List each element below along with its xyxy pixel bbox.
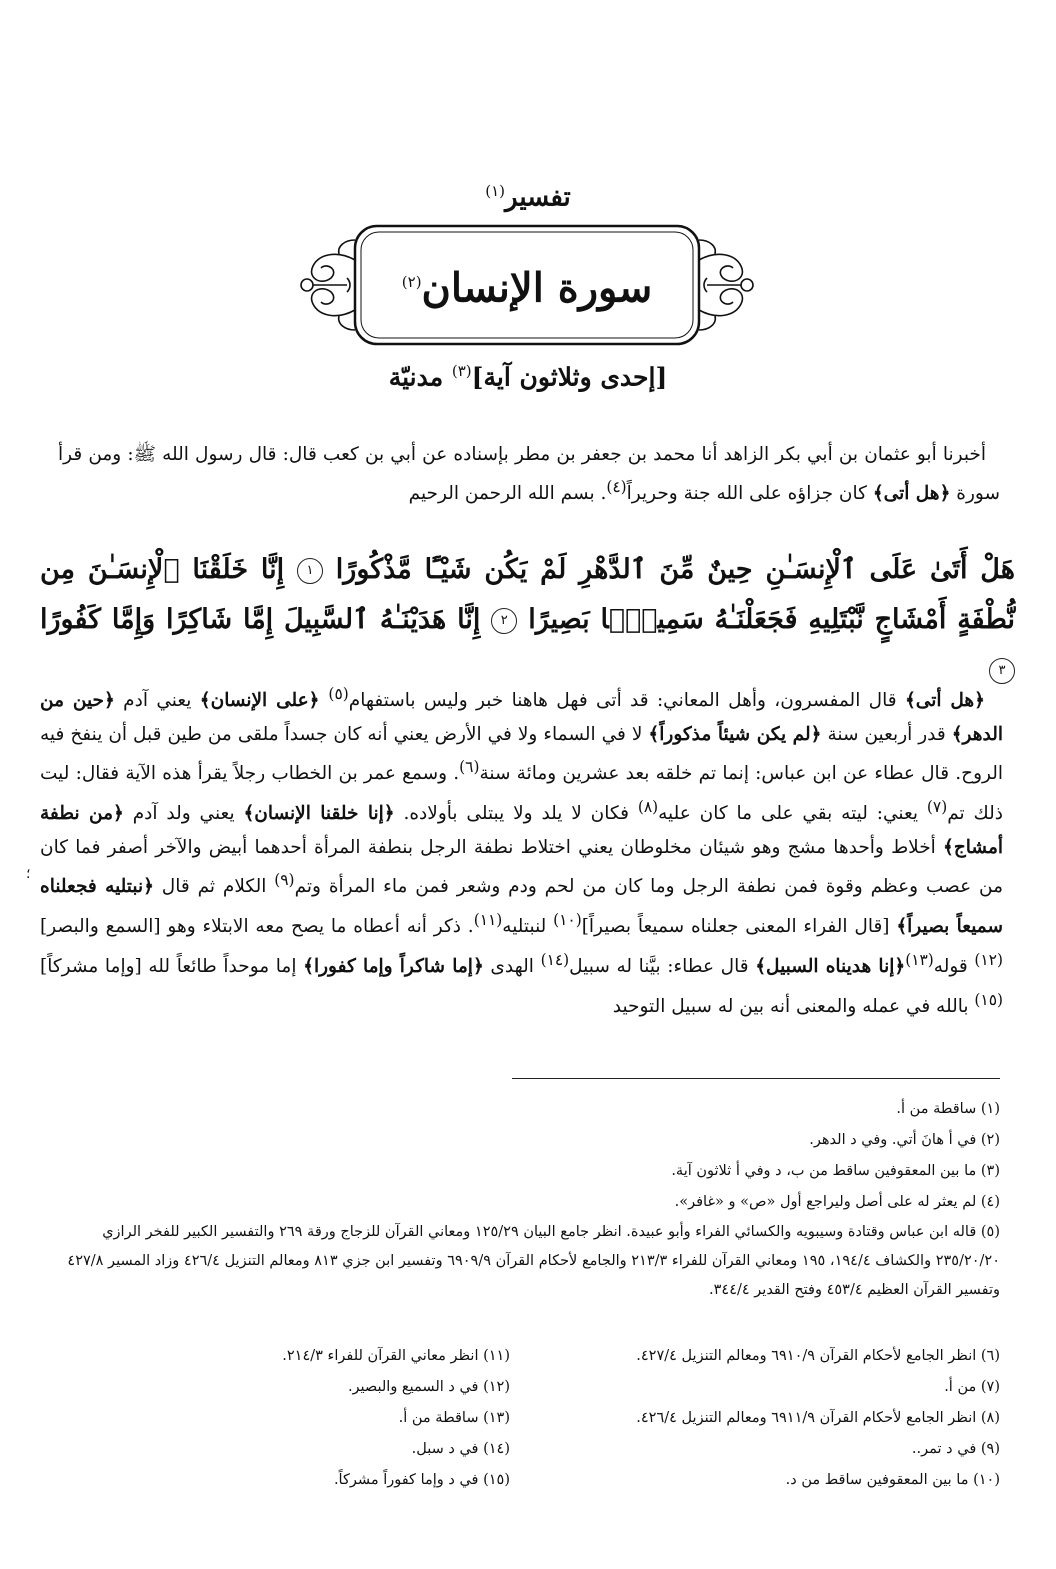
text: يعني ولد آدم bbox=[123, 803, 244, 825]
footnote-separator bbox=[512, 1078, 1000, 1079]
text: قال المفسرون، وأهل المعاني: قد أتى فهل هاهنا خبر وليس باستفهام bbox=[348, 690, 905, 712]
ayah-1: هَلْ أَتَىٰ عَلَى ٱلْإِنسَـٰنِ حِينٌ مِّنَ ٱلدَّهْرِ لَمْ يَكُن شَيْـًٔا مَّذْكُورًا bbox=[335, 554, 1015, 585]
surah-footnote-ref: (٢) bbox=[401, 273, 422, 291]
ayah-number-3: ٣ bbox=[989, 658, 1015, 684]
tafsir-word: تفسير bbox=[505, 182, 571, 213]
footnote-9: (٩) في د تمر.. bbox=[911, 1441, 1000, 1457]
ayah-2: إِنَّا خَلَقْنَا ٱلْإِنسَـٰنَ مِن نُّطْفَةٍ أَمْشَاجٍ نَّبْتَلِيهِ فَجَعَلْنَـٰهُ سَمِيعًۢا بَصِيرًا bbox=[40, 554, 1015, 635]
text: الهدى bbox=[483, 956, 541, 978]
text: . وسمع عمر بن الخطاب رجلاً يقرأ هذه الآية فقال: ليت ذلك تم bbox=[40, 763, 1003, 825]
revelation-place: مدنيّة bbox=[388, 362, 452, 392]
text: . ذكر أنه أعطاه ما يصح معه الابتلاء وهو [السمع والبصر] bbox=[40, 916, 474, 938]
quote: ﴿إما شاكراً وإما كفورا﴾ bbox=[303, 956, 484, 978]
quote: ﴿إنا هديناه السبيل﴾ bbox=[755, 956, 906, 978]
text: لنبتليه bbox=[502, 916, 554, 938]
quote: ﴿هل أتى﴾ bbox=[904, 690, 985, 712]
text: أخلاط وأحدها مشج وهو شيئان مخلوطان يعني اختلاط نطفة الرجل بنطفة المرأة أحدهما أبيض والآخر أصفر فما كان من عصب وعظم وقوة فمن نطفة الرجل وما كان من لحم ودم وشعر فمن ماء المرأة وتم bbox=[40, 836, 1003, 898]
text: إما موحداً طائعاً لله [وإما مشركاً] bbox=[40, 956, 304, 978]
text: قال عطاء: بيَّنا له سبيل bbox=[569, 956, 756, 978]
footnote-ref: (١٢) bbox=[974, 950, 1003, 969]
footnote-ref: (١٤) bbox=[540, 950, 570, 969]
ayah-count-line bbox=[0, 362, 1056, 391]
isnad-text: أخبرنا أبو عثمان بن أبي بكر الزاهد أنا محمد بن جعفر بن مطر بإسناده عن أبي بن كعب قال: قال رسول الله ﷺ: ومن قرأ سورة bbox=[58, 444, 1000, 505]
footnotes-top bbox=[40, 1094, 1000, 1305]
footnote-ref: (٦) bbox=[459, 758, 480, 777]
footnote-ref: (٧) bbox=[926, 798, 948, 817]
footnote-7: (٧) من أ. bbox=[944, 1379, 1000, 1395]
text: قوله bbox=[933, 956, 975, 978]
ayah-3: إِنَّا هَدَيْنَـٰهُ ٱلسَّبِيلَ إِمَّا شَاكِرًا وَإِمَّا كَفُورًا bbox=[40, 604, 481, 635]
footnote-3: (٣) ما بين المعقوفين ساقط من ب، د وفي أ ثلاثون آية. bbox=[671, 1163, 1000, 1179]
footnote-11: (١١) انظر معاني القرآن للفراء ٢١٤/٣. bbox=[282, 1348, 510, 1364]
footnote-12: (١٢) في د السميع والبصير. bbox=[347, 1379, 510, 1395]
text: يعني: ليته بقي على ما كان عليه bbox=[658, 803, 927, 825]
footnote-6: (٦) انظر الجامع لأحكام القرآن ٦٩١٠/٩ ومعالم التنزيل ٤٢٧/٤. bbox=[636, 1348, 1000, 1364]
footnote-13: (١٣) ساقطة من أ. bbox=[398, 1410, 510, 1426]
footnote-5: (٥) قاله ابن عباس وقتادة وسيبويه والكسائي الفراء وأبو عبيدة. انظر جامع البيان ١٢٥/٢٩ ومعاني القرآن للزجاج ورقة ٢٦٩ والتفسير الكبير للفخر الرازي ٢٣٥/٢٠/٢٠ والكشاف ١٩٤/٤، ١٩٥ ومعاني القرآن للفراء ٢١٣/٣ والجامع لأحكام القرآن ٦٩٠٩/٩ وتفسير ابن جزي ٨١٣ ومعالم التنزيل ٤٢٦/٤ وزاد المسير ٤٢٧/٨ وتفسير القرآن العظيم ٤٥٣/٤ وفتح القدير ٣٤٤/٤. bbox=[67, 1224, 1000, 1298]
text: بالله في عمله والمعنى أنه بين له سبيل التوحيد bbox=[612, 995, 975, 1017]
quote: ﴿من نطفة أمشاج﴾ bbox=[40, 803, 1003, 858]
footnote-8: (٨) انظر الجامع لأحكام القرآن ٦٩١١/٩ ومعالم التنزيل ٤٢٦/٤. bbox=[636, 1410, 1000, 1426]
footnote-10: (١٠) ما بين المعقوفين ساقط من د. bbox=[785, 1472, 1000, 1488]
quote: ﴿على الإنسان﴾ bbox=[199, 690, 329, 712]
quote: ﴿لم يكن شيئاً مذكوراً﴾ bbox=[648, 723, 822, 745]
ayah-count-text: [إحدى وثلاثون آية] bbox=[471, 362, 668, 392]
isnad-footnote-ref: (٤) bbox=[606, 478, 627, 496]
isnad-text-2: كان جزاؤه على الله جنة وحريراً bbox=[626, 483, 873, 505]
footnote-14: (١٤) في د سبل. bbox=[411, 1441, 510, 1457]
surah-name: سورة الإنسان bbox=[421, 264, 653, 312]
surah-title-cartouche bbox=[297, 220, 757, 350]
quran-verses bbox=[40, 545, 1015, 695]
footnote-15: (١٥) في د وإما كفوراً مشركاً. bbox=[333, 1472, 510, 1488]
tafsir-heading bbox=[0, 182, 1056, 213]
text: [قال الفراء المعنى جعلناه سميعاً بصيراً] bbox=[581, 916, 897, 938]
footnote-ref: (٨) bbox=[637, 798, 659, 817]
quote: ﴿إنا خلقنا الإنسان﴾ bbox=[243, 803, 395, 825]
footnote-ref: (٩) bbox=[274, 871, 295, 890]
margin-mark: ؛ bbox=[26, 866, 31, 882]
footnote-1: (١) ساقطة من أ. bbox=[896, 1101, 1000, 1117]
footnote-ref: (١١) bbox=[473, 911, 503, 930]
quote: ﴿نبتليه فجعلناه سميعاً بصيراً﴾ bbox=[40, 876, 1003, 938]
footnote-ref: (٥) bbox=[328, 685, 349, 703]
ayah-number-1: ١ bbox=[297, 558, 323, 584]
text: يعني آدم bbox=[114, 690, 200, 712]
text: قدر أربعين سنة bbox=[821, 723, 952, 745]
footnotes-right-column bbox=[530, 1341, 1000, 1496]
ayah-number-2: ٢ bbox=[491, 608, 517, 634]
footnote-2: (٢) في أ هانَ أتي. وفي د الدهر. bbox=[809, 1132, 1000, 1148]
isnad-paragraph bbox=[58, 438, 1000, 510]
surah-title bbox=[297, 252, 757, 318]
isnad-quote: ﴿هل أتى﴾ bbox=[872, 483, 951, 505]
text: لا في السماء ولا في الأرض يعني أنه كان جسداً ملقى من طين قبل أن ينفخ فيه الروح. قال عطاء عن ابن عباس: إنما تم خلقه بعد عشرين ومائة سنة bbox=[40, 723, 1003, 785]
footnotes-left-column bbox=[40, 1341, 510, 1496]
quote: ﴿حين من الدهر﴾ bbox=[40, 690, 1004, 745]
text: الكلام ثم قال bbox=[153, 876, 275, 898]
footnote-4: (٤) لم يعثر له على أصل وليراجع أول «ص» و «غافر». bbox=[674, 1194, 1000, 1210]
commentary-paragraph bbox=[40, 678, 1003, 1023]
footnote-ref: (١٠) bbox=[553, 911, 582, 930]
text: فكان لا يلد ولا يبتلى بأولاده. bbox=[394, 803, 638, 825]
basmala: . بسم الله الرحمن الرحيم bbox=[408, 483, 607, 505]
footnote-ref: (١٣) bbox=[905, 950, 934, 969]
footnotes-two-column bbox=[40, 1341, 1000, 1521]
ayah-count-footnote-ref: (٣) bbox=[451, 362, 472, 380]
footnote-ref: (١٥) bbox=[974, 990, 1003, 1009]
tafsir-footnote-ref: (١) bbox=[485, 182, 505, 200]
